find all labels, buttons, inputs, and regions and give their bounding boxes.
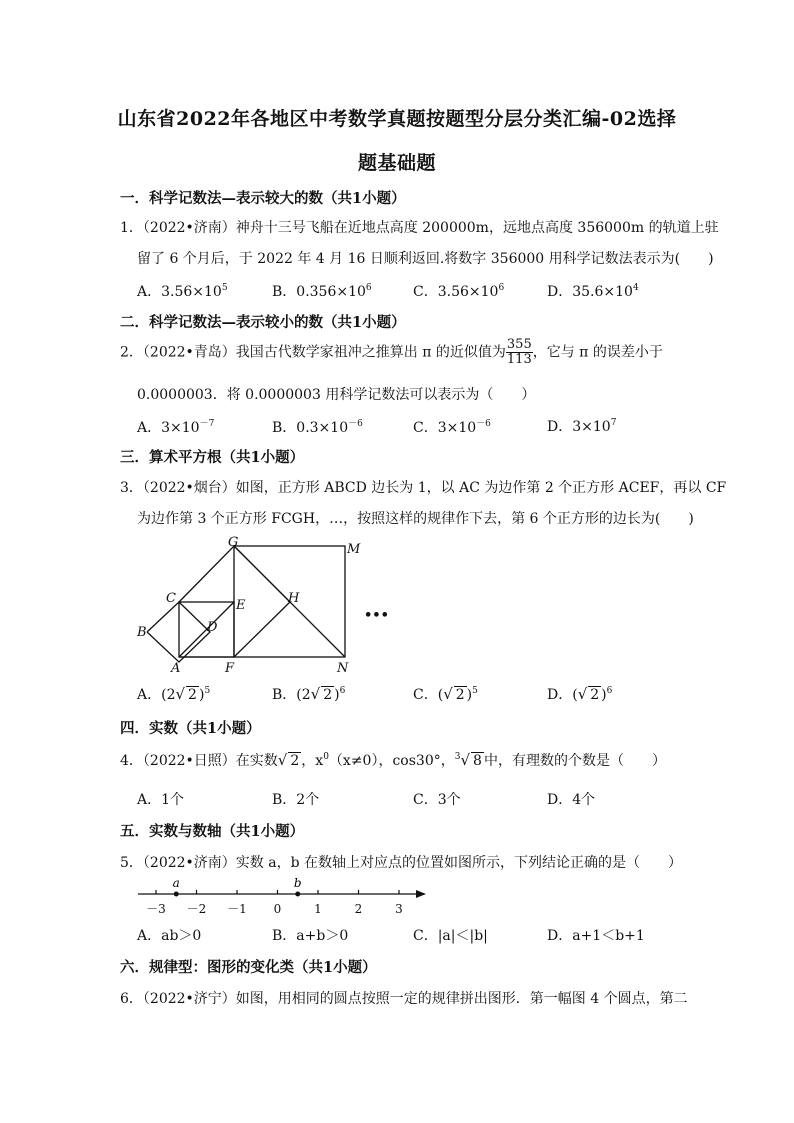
point-label-b: b <box>293 877 302 890</box>
label-m: M <box>347 542 361 557</box>
axis-arrow <box>416 890 426 898</box>
axis-tick-label: －1 <box>227 902 247 916</box>
q5-option-b: B．a+b＞0 <box>272 928 349 944</box>
q5-line-1: 5．（2022•济南）实数 a，b 在数轴上对应点的位置如图所示，下列结论正确的是（ ） <box>120 855 683 871</box>
axis-tick-label: 1 <box>314 902 322 916</box>
section-heading-6: 六．规律型：图形的变化类（共1小题） <box>120 959 377 976</box>
q3-option-b: B．(2√ 2 )$^6$ <box>272 685 346 703</box>
section-heading-3: 三．算术平方根（共1小题） <box>120 449 305 466</box>
axis-tick-label: 0 <box>273 902 282 916</box>
document-title-line-1: 山东省2022年各地区中考数学真题按题型分层分类汇编-02选择 <box>117 108 677 130</box>
q5-option-c: C．|a|＜|b| <box>413 928 488 944</box>
label-c: C <box>166 591 176 606</box>
label-b: B <box>137 625 147 640</box>
label-a: A <box>171 661 181 676</box>
q5-number-line <box>136 877 436 917</box>
axis-tick-label: －2 <box>186 902 207 916</box>
q1-line-2: 留了 6 个月后，于 2022 年 4 月 16 日顺利返回.将数字 356000 用科学记数法表示为( ) <box>137 251 714 267</box>
q1-option-b: B．$0.356\times 10^6$ <box>272 283 372 300</box>
pi-approx-fraction: $\frac{355}{113}$ <box>506 337 532 367</box>
q4-option-d: D．4个 <box>547 792 596 808</box>
section-heading-5: 五．实数与数轴（共1小题） <box>120 823 305 840</box>
q4-option-a: A．1个 <box>137 792 185 808</box>
q2-option-d: D．$3\times 10^7$ <box>547 418 617 435</box>
q4-option-b: B．2个 <box>272 792 320 808</box>
point-label-a: a <box>172 877 180 890</box>
q3-squares-figure <box>132 536 392 676</box>
label-d: D <box>207 620 218 635</box>
q2-option-c: C．$3\times 10^{-6}$ <box>413 419 491 436</box>
point-b <box>295 892 300 897</box>
section-heading-4: 四．实数（共1小题） <box>120 720 261 737</box>
q3-option-a: A．(2√ 2 )$^5$ <box>137 685 211 703</box>
axis-tick-label: 3 <box>395 902 403 916</box>
label-g: G <box>228 536 239 550</box>
label-n: N <box>337 661 349 676</box>
document-title-line-2: 题基础题 <box>357 152 436 174</box>
q2-line-1: 2．（2022•青岛）我国古代数学家祖冲之推算出 π 的近似值为 $\frac{355}{113}$ ，它与 π 的误差小于 <box>120 337 663 367</box>
point-a <box>174 892 179 897</box>
q5-option-d: D．a+1＜b+1 <box>547 928 645 944</box>
label-h: H <box>288 591 300 606</box>
section-heading-1: 一．科学记数法—表示较大的数（共1小题） <box>120 190 406 207</box>
q2-option-b: B．$0.3\times 10^{-6}$ <box>272 419 363 436</box>
continuation-dots: ••• <box>364 608 389 623</box>
q3-option-c: C．(√ 2 )$^5$ <box>413 685 478 703</box>
q4-line-1: 4．（2022•日照）在实数√ 2 ，$x^0(x\ne 0)$，cos30°，$^3$√ 8 中，有理数的个数是（ ） <box>120 751 666 769</box>
q1-line-1: 1．（2022•济南）神舟十三号飞船在近地点高度 200000m，远地点高度 356000m 的轨道上驻 <box>120 220 719 236</box>
section-heading-2: 二．科学记数法—表示较小的数（共1小题） <box>120 314 406 331</box>
q1-option-d: D．$35.6\times 10^4$ <box>547 283 639 300</box>
q1-option-a: A．$3.56\times 10^5$ <box>137 283 228 300</box>
q3-option-d: D．(√ 2 )$^6$ <box>547 685 613 703</box>
q1-option-c: C．$3.56\times 10^6$ <box>413 283 505 300</box>
q2-line-2: 0.0000003．将 0.0000003 用科学记数法可以表示为（ ） <box>137 387 536 403</box>
q2-option-a: A．$3\times 10^{-7}$ <box>137 419 215 436</box>
q4-option-c: C．3个 <box>413 792 461 808</box>
q3-line-1: 3．（2022•烟台）如图，正方形 ABCD 边长为 1，以 AC 为边作第 2 个正方形 ACEF，再以 CF <box>120 480 727 496</box>
q6-line-1: 6．（2022•济宁）如图，用相同的圆点按照一定的规律拼出图形．第一幅图 4 个圆点，第二 <box>120 991 688 1007</box>
label-f: F <box>225 661 235 676</box>
axis-tick-label: 2 <box>354 902 363 916</box>
q5-option-a: A．ab＞0 <box>137 928 202 944</box>
q3-line-2: 为边作第 3 个正方形 FCGH，…，按照这样的规律作下去，第 6 个正方形的边长为( ) <box>137 511 694 527</box>
label-e: E <box>236 598 246 613</box>
axis-tick-label: －3 <box>146 902 166 916</box>
